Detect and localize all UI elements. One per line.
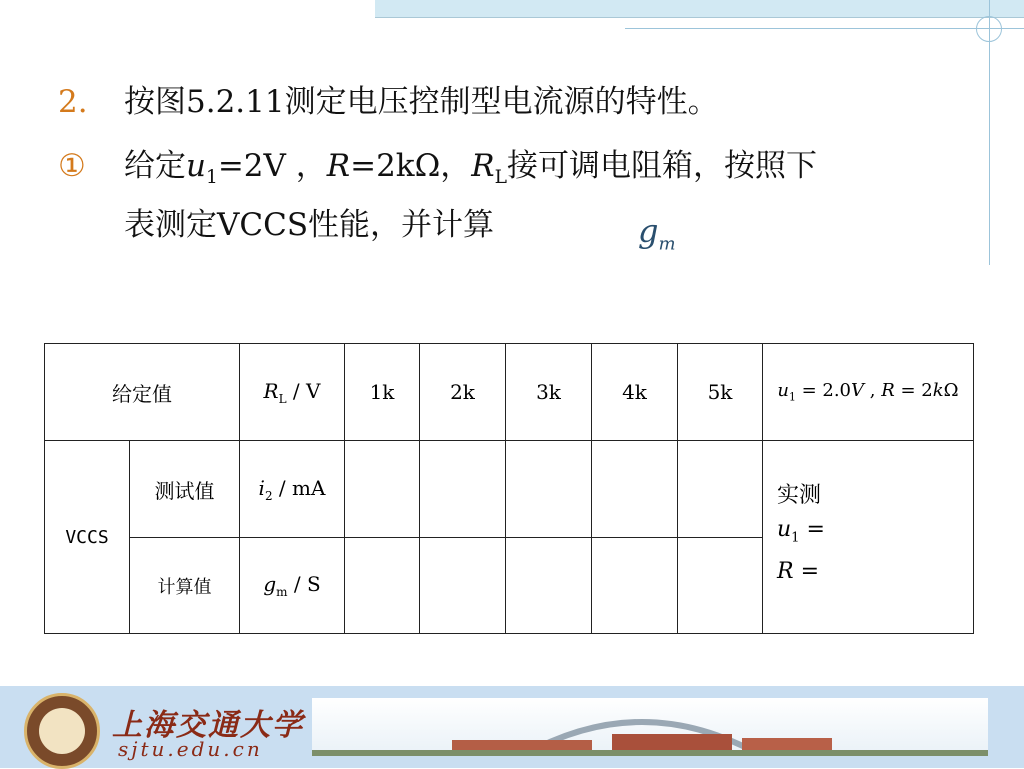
gm-subscript: m (658, 233, 676, 255)
g-subscript: m (276, 585, 288, 599)
load-4k: 4k (592, 344, 678, 441)
table-cell[interactable] (506, 441, 592, 538)
i-subscript: 2 (264, 488, 273, 503)
university-name: 上海交通大学 (112, 708, 304, 743)
load-1k: 1k (345, 344, 420, 441)
table-cell[interactable] (420, 441, 506, 538)
text-fragment: 给定 (124, 148, 186, 184)
k-symbol: k (932, 380, 944, 402)
table-row (45, 441, 974, 538)
i-unit: / mA (272, 475, 326, 500)
university-logo (24, 693, 100, 769)
i2-header (240, 441, 345, 538)
u-subscript: 1 (788, 390, 796, 404)
measured-label: 测试值 (130, 441, 240, 538)
rl-unit: / V (286, 378, 321, 403)
table-cell[interactable] (345, 441, 420, 538)
r-symbol: R (326, 148, 351, 184)
university-url: sjtu.edu.cn (118, 737, 263, 761)
u-subscript: 1 (791, 530, 800, 546)
actual-r (777, 555, 973, 589)
item-1-line (58, 140, 817, 188)
rl-symbol: R (263, 378, 279, 403)
gm-unit: / S (287, 572, 321, 596)
u-symbol: u (777, 380, 789, 402)
r-symbol: R (777, 559, 794, 585)
vccs-label: VCCS (45, 441, 130, 634)
table-cell[interactable] (678, 441, 763, 538)
campus-photo (312, 698, 988, 756)
rl-header (240, 344, 345, 441)
text-fragment: 接可调电阻箱，按照下 (507, 148, 817, 184)
ground-strip (312, 750, 988, 756)
u-subscript: 1 (205, 167, 218, 189)
u-symbol: u (186, 148, 206, 184)
given-value-header: 给定值 (45, 344, 240, 441)
table-cell[interactable] (506, 538, 592, 634)
text-fragment: =2V ， (217, 148, 327, 184)
text-fragment: =2kΩ， (350, 148, 472, 184)
item-number: 2. (58, 84, 88, 120)
g-symbol: g (263, 572, 277, 596)
table-cell[interactable] (592, 538, 678, 634)
i-symbol: i (258, 475, 265, 500)
text-fragment: , (864, 380, 882, 402)
decor-circle (976, 16, 1002, 42)
item-text: 按图5.2.11测定电压控制型电流源的特性。 (124, 84, 719, 120)
actual-measurement-cell (763, 441, 974, 634)
r-symbol: R (881, 380, 895, 402)
circle-one-marker: ① (58, 148, 86, 184)
u-symbol: u (777, 517, 792, 542)
item-2 (58, 76, 719, 121)
omega-symbol: Ω (943, 380, 959, 402)
top-decor-bar (375, 0, 1024, 18)
rl-symbol: R (471, 148, 495, 184)
load-2k: 2k (420, 344, 506, 441)
text-fragment: = (799, 517, 825, 542)
decor-line (625, 28, 1024, 29)
gm-letter: g (638, 212, 659, 250)
table-cell[interactable] (678, 538, 763, 634)
rl-subscript: L (278, 391, 287, 406)
table-row (45, 344, 974, 441)
load-5k: 5k (678, 344, 763, 441)
load-3k: 3k (506, 344, 592, 441)
text-fragment: = 2 (894, 380, 933, 402)
calculated-label: 计算值 (130, 538, 240, 634)
vccs-table (44, 343, 974, 634)
text-fragment: = 2.0 (795, 380, 852, 402)
logo-emblem (39, 708, 85, 754)
condition-cell (763, 344, 974, 441)
rl-subscript: L (494, 167, 507, 189)
item-1-line-2: 表测定VCCS性能，并计算 (124, 207, 495, 243)
v-symbol: V (851, 380, 865, 402)
text-fragment: = (793, 559, 820, 585)
gm-header (240, 538, 345, 634)
table-cell[interactable] (420, 538, 506, 634)
actual-label: 实测 (777, 483, 822, 508)
actual-u (777, 513, 973, 555)
gm-symbol (638, 212, 676, 254)
table-cell[interactable] (592, 441, 678, 538)
table-cell[interactable] (345, 538, 420, 634)
